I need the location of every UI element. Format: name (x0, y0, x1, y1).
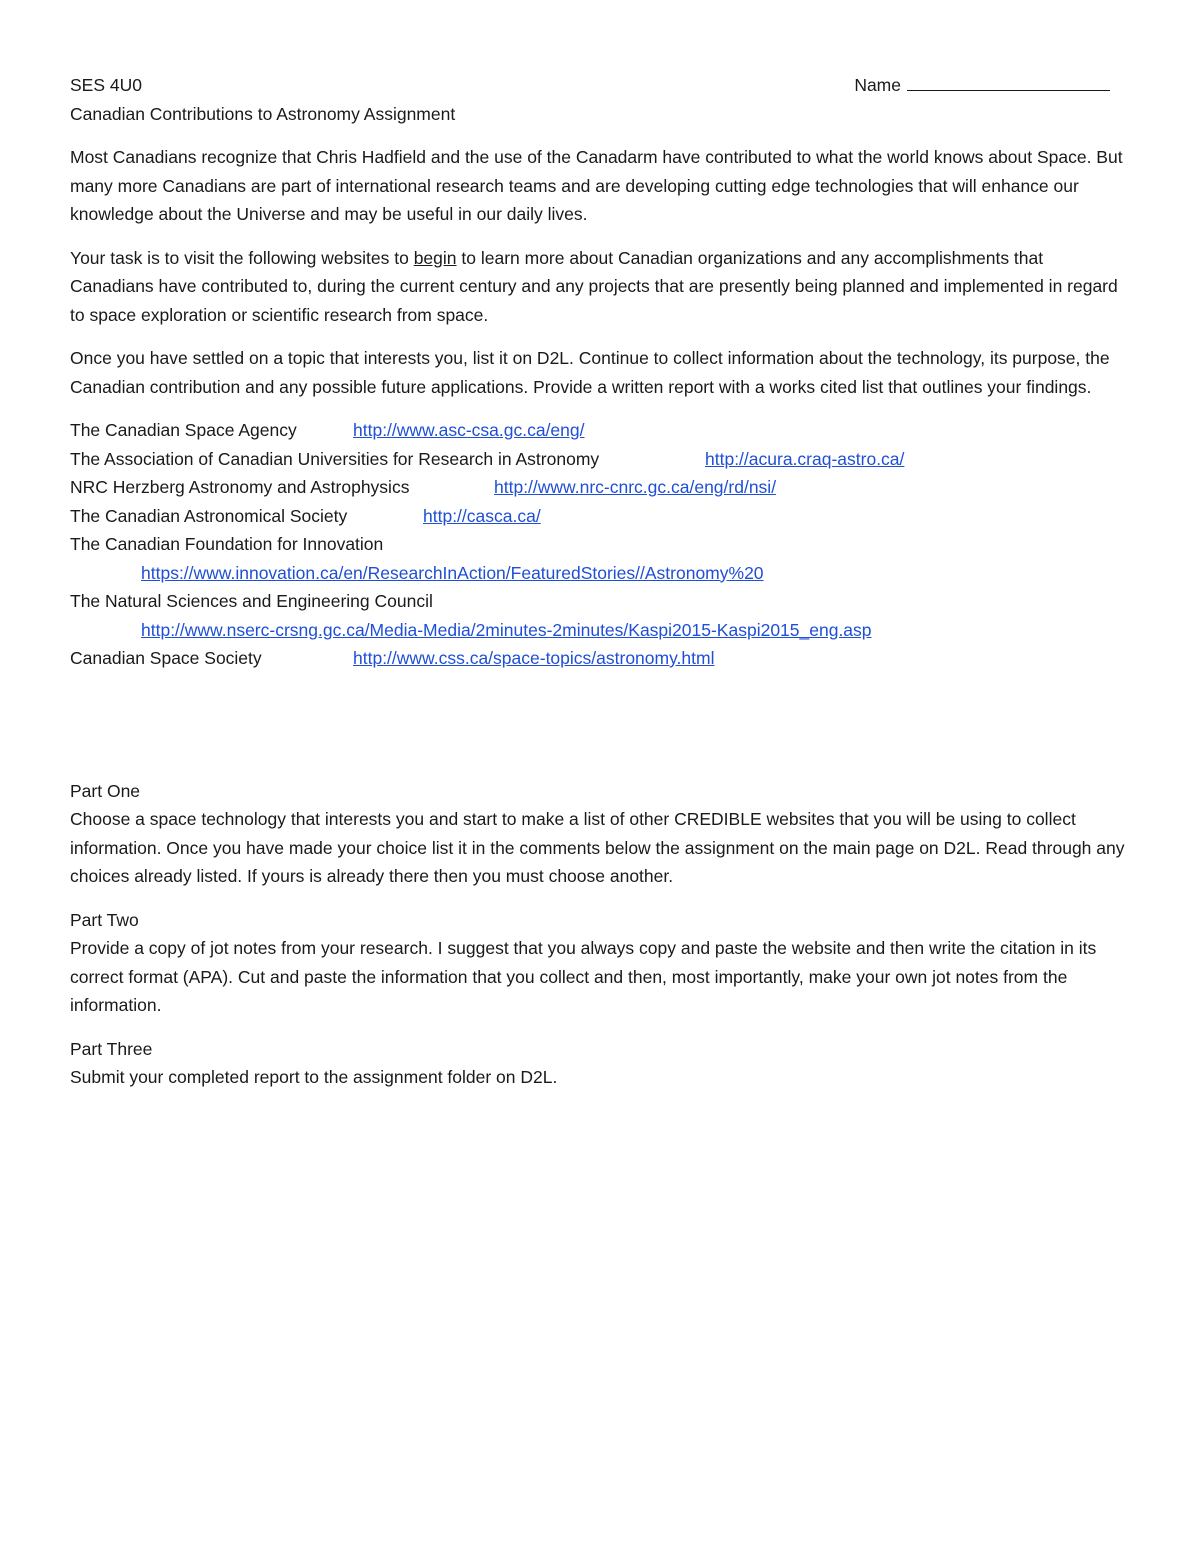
website-link[interactable]: http://www.asc-csa.gc.ca/eng/ (353, 420, 585, 440)
website-row (70, 644, 1130, 673)
part-title: Part Three (70, 1038, 153, 1059)
part-section (70, 1035, 1130, 1092)
website-link[interactable]: http://acura.craq-astro.ca/ (705, 448, 905, 469)
website-row (70, 587, 1130, 616)
intro-paragraph-2 (70, 244, 1130, 330)
website-org-name: The Canadian Astronomical Society (70, 505, 348, 526)
assignment-parts (70, 777, 1130, 1092)
website-org-name: NRC Herzberg Astronomy and Astrophysics (70, 477, 410, 497)
website-link[interactable]: http://casca.ca/ (423, 505, 541, 526)
intro-paragraph-2-end: to learn more about Canadian organizations and any accomplishments that Canadians have contributed to, during the current century and any projects that are presently being planned and implemented in regard to space exploration or scientific research from space. (70, 247, 1118, 325)
header-row (70, 71, 1110, 100)
assignment-title: Canadian Contributions to Astronomy Assignment (70, 103, 456, 124)
intro-paragraph-3: Once you have settled on a topic that interests you, list it on D2L. Continue to collect information about the technology, its purpose, the Canadian contribution and any possible future applications. Provide a written report with a works cited list that outlines your findings. (70, 348, 1110, 397)
underlined-word-begin: begin (413, 247, 457, 268)
website-link[interactable]: http://www.nrc-cnrc.gc.ca/eng/rd/nsi/ (494, 477, 777, 497)
part-body: Choose a space technology that interests you and start to make a list of other CREDIBLE websites that you will be using to collect information. Once you have made your choice list it in the comments below the assignment on the main page on D2L. Read through any choices already listed. If yours is already there then you must choose another. (70, 809, 1125, 886)
website-org-name: Canadian Space Society (70, 648, 262, 668)
name-label: Name (854, 75, 901, 95)
website-link[interactable]: https://www.innovation.ca/en/ResearchInAction/FeaturedStories//Astronomy%20 (141, 562, 764, 583)
part-body: Provide a copy of jot notes from your research. I suggest that you always copy and paste the website and then write the citation in its correct format (APA). Cut and paste the information that you collect and then, most importantly, make your own jot notes from the information. (70, 938, 1097, 1015)
intro-paragraph-1: Most Canadians recognize that Chris Hadfield and the use of the Canadarm have contributed to what the world knows about Space. But many more Canadians are part of international research teams and are developing cutting edge technologies that will enhance our knowledge about the Universe and may be useful in our daily lives. (70, 147, 1123, 224)
website-link[interactable]: http://www.nserc-crsng.gc.ca/Media-Media/2minutes-2minutes/Kaspi2015-Kaspi2015_eng.asp (141, 619, 872, 640)
website-org-name: The Association of Canadian Universities for Research in Astronomy (70, 448, 600, 469)
website-row (70, 530, 1130, 559)
document-page (70, 71, 1130, 1092)
part-section (70, 906, 1130, 1020)
part-section (70, 777, 1130, 891)
website-row (70, 502, 1130, 531)
website-row-indented (70, 616, 1130, 645)
course-code: SES 4U0 (70, 75, 142, 95)
name-field[interactable] (854, 71, 1110, 100)
website-link[interactable]: http://www.css.ca/space-topics/astronomy.html (353, 648, 715, 668)
website-org-name: The Canadian Foundation for Innovation (70, 534, 384, 554)
website-org-name: The Natural Sciences and Engineering Council (70, 591, 433, 611)
website-org-name: The Canadian Space Agency (70, 420, 297, 440)
website-row (70, 473, 1130, 502)
part-body: Submit your completed report to the assignment folder on D2L. (70, 1067, 558, 1087)
part-title: Part Two (70, 909, 139, 930)
name-blank-line[interactable] (907, 72, 1110, 91)
website-list (70, 416, 1130, 673)
website-row (70, 416, 1130, 445)
website-row-indented (70, 559, 1130, 588)
part-title: Part One (70, 780, 141, 801)
website-row (70, 445, 1130, 474)
intro-paragraph-2-start: Your task is to visit the following websites to (70, 247, 414, 268)
